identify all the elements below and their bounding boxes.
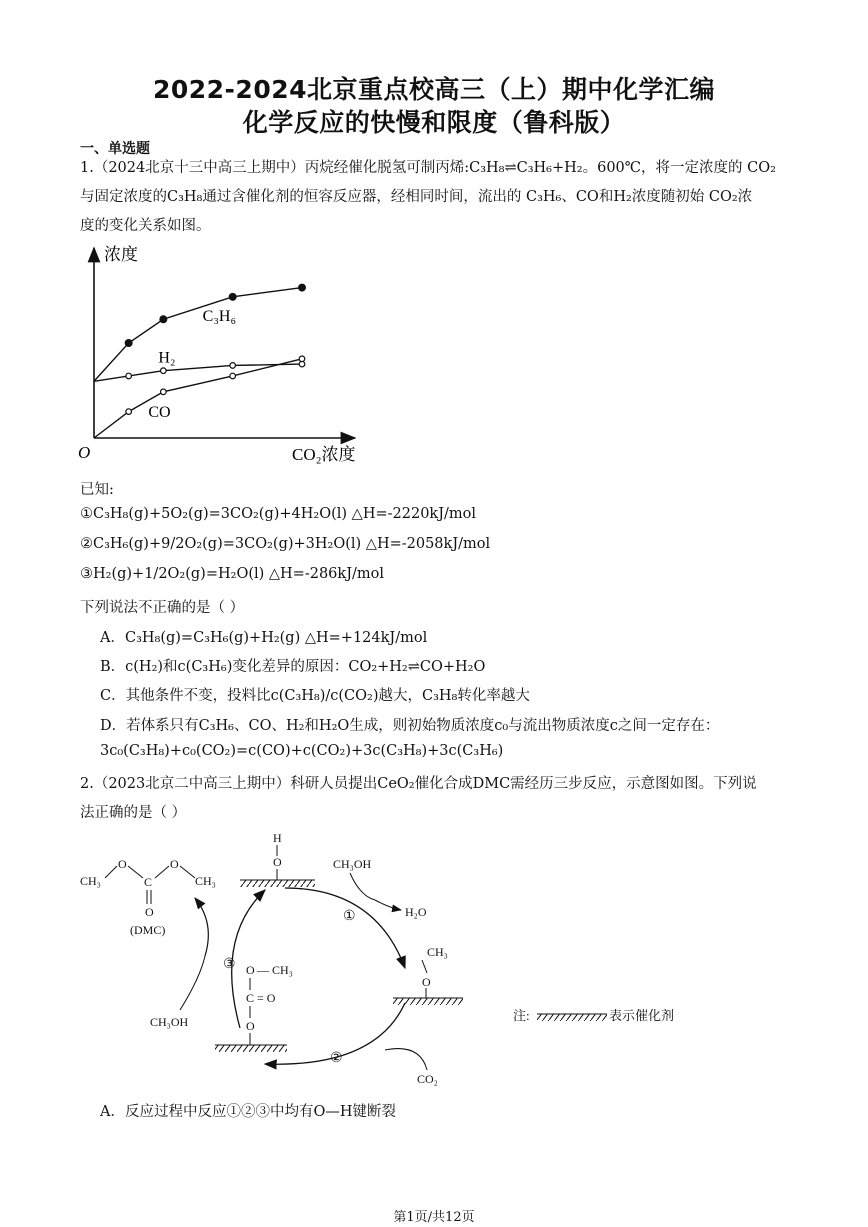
catalyst-surface-right bbox=[393, 998, 463, 1005]
data-point bbox=[126, 409, 132, 415]
dmc-o-left: O bbox=[118, 857, 127, 871]
right-o: O bbox=[422, 975, 431, 989]
water-out-arrow bbox=[375, 900, 401, 910]
data-point bbox=[126, 373, 132, 379]
cycle-arrow-step1 bbox=[285, 888, 405, 968]
page-number: 第1页/共12页 bbox=[393, 1210, 475, 1225]
dmc-ch3-right: CH₃ bbox=[195, 874, 216, 888]
mid-ch3: — CH₃ bbox=[257, 963, 293, 977]
dmc-out-arrow bbox=[195, 898, 208, 956]
data-point bbox=[299, 356, 305, 362]
methanol-left-arrow bbox=[180, 956, 205, 1010]
q1-prompt: 下列说法不正确的是（ ） bbox=[80, 600, 245, 616]
x-axis-label: CO₂浓度 bbox=[292, 445, 356, 464]
data-point bbox=[160, 316, 167, 323]
methanol-top: CH₃OH bbox=[333, 857, 372, 871]
note-suffix: 表示催化剂 bbox=[609, 1008, 675, 1023]
mid-carbonyl-o: = O bbox=[257, 991, 276, 1005]
dmc-bond bbox=[105, 866, 117, 878]
bond bbox=[422, 960, 427, 973]
methanol-in-arrow bbox=[350, 873, 375, 900]
dmc-bond bbox=[155, 866, 169, 878]
catalyst-surface-top bbox=[240, 880, 315, 887]
co2-reactant: CO₂ bbox=[417, 1072, 438, 1086]
q2-stem-line2: 法正确的是（ ） bbox=[80, 805, 187, 821]
data-point bbox=[161, 368, 167, 374]
mid-carbon: C bbox=[246, 991, 255, 1005]
step-3-marker: ③ bbox=[223, 957, 236, 972]
concentration-chart bbox=[70, 238, 380, 468]
cycle-arrow-step3 bbox=[232, 890, 265, 1028]
dmc-label: (DMC) bbox=[130, 923, 166, 937]
dmc-o-double: O bbox=[145, 905, 154, 919]
known-equation-3: ③H₂(g)+1/2O₂(g)=H₂O(l) △H=-286kJ/mol bbox=[80, 566, 385, 582]
q1-stem-line1: 1.（2024北京十三中高三上期中）丙烷经催化脱氢可制丙烯:C₃H₈⇌C₃H₆+H₂。600℃，将一定浓度的 CO₂ bbox=[80, 160, 776, 176]
series-line-2 bbox=[94, 359, 302, 438]
series-label-1: H₂ bbox=[158, 349, 176, 367]
top-o: O bbox=[273, 855, 282, 869]
q1-option-a[interactable]: A．C₃H₈(g)=C₃H₆(g)+H₂(g) △H=+124kJ/mol bbox=[100, 630, 428, 646]
mid-o-top: O bbox=[246, 963, 255, 977]
co2-in-arrow bbox=[385, 1049, 427, 1070]
data-point bbox=[229, 293, 236, 300]
q1-option-b[interactable]: B．c(H₂)和c(C₃H₆)变化差异的原因：CO₂+H₂⇌CO+H₂O bbox=[100, 659, 486, 675]
note-catalyst-symbol bbox=[537, 1014, 607, 1021]
step-1-marker: ① bbox=[343, 909, 356, 924]
dmc-bond bbox=[128, 866, 143, 878]
methanol-left: CH₃OH bbox=[150, 1015, 189, 1029]
origin-label: O bbox=[78, 443, 91, 462]
dmc-catalytic-cycle-diagram bbox=[75, 828, 755, 1088]
q1-option-c[interactable]: C．其他条件不变，投料比c(C₃H₈)/c(CO₂)越大，C₃H₈转化率越大 bbox=[100, 688, 530, 704]
q1-stem-line3: 度的变化关系如图。 bbox=[80, 218, 211, 234]
series-label-2: CO bbox=[148, 403, 171, 421]
data-point bbox=[299, 284, 306, 291]
document-title-line2: 化学反应的快慢和限度（鲁科版） bbox=[242, 108, 626, 137]
series-label-0: C₃H₆ bbox=[202, 307, 237, 325]
q1-option-d-continuation: 3c₀(C₃H₈)+c₀(CO₂)=c(CO)+c(CO₂)+3c(C₃H₈)+3c(C₃H₆) bbox=[100, 743, 504, 759]
document-title-line1: 2022-2024北京重点校高三（上）期中化学汇编 bbox=[152, 75, 716, 104]
right-ch3: CH₃ bbox=[427, 945, 448, 959]
dmc-ch3-left: CH₃ bbox=[80, 874, 101, 888]
step-2-marker: ② bbox=[330, 1051, 343, 1066]
dmc-carbon: C bbox=[144, 875, 153, 889]
known-equation-2: ②C₃H₆(g)+9/2O₂(g)=3CO₂(g)+3H₂O(l) △H=-2058kJ/mol bbox=[80, 536, 491, 552]
note-prefix: 注: bbox=[513, 1008, 530, 1023]
known-equation-1: ①C₃H₈(g)+5O₂(g)=3CO₂(g)+4H₂O(l) △H=-2220kJ/mol bbox=[80, 506, 477, 522]
q1-option-d[interactable]: D．若体系只有C₃H₆、CO、H₂和H₂O生成，则初始物质浓度c₀与流出物质浓度c之间一定存在： bbox=[100, 718, 720, 734]
y-axis-label: 浓度 bbox=[104, 245, 138, 264]
top-h: H bbox=[273, 831, 282, 845]
data-point bbox=[230, 373, 236, 379]
dmc-bond bbox=[180, 866, 195, 878]
q2-option-a[interactable]: A．反应过程中反应①②③中均有O—H键断裂 bbox=[100, 1104, 397, 1120]
mid-o-bottom: O bbox=[246, 1019, 255, 1033]
section-heading: 一、单选题 bbox=[80, 141, 150, 157]
data-point bbox=[125, 340, 132, 347]
q1-stem-line2: 与固定浓度的C₃H₈通过含催化剂的恒容反应器，经相同时间，流出的 C₃H₆、CO和H₂浓度随初始 CO₂浓 bbox=[80, 189, 753, 205]
data-point bbox=[161, 389, 167, 395]
known-label: 已知: bbox=[80, 482, 114, 498]
dmc-o-right: O bbox=[170, 857, 179, 871]
data-point bbox=[230, 363, 236, 369]
catalyst-surface-bottom bbox=[215, 1045, 287, 1052]
water-product: H₂O bbox=[405, 905, 427, 919]
q2-stem-line1: 2.（2023北京二中高三上期中）科研人员提出CeO₂催化合成DMC需经历三步反应，示意图如图。下列说 bbox=[80, 776, 757, 792]
